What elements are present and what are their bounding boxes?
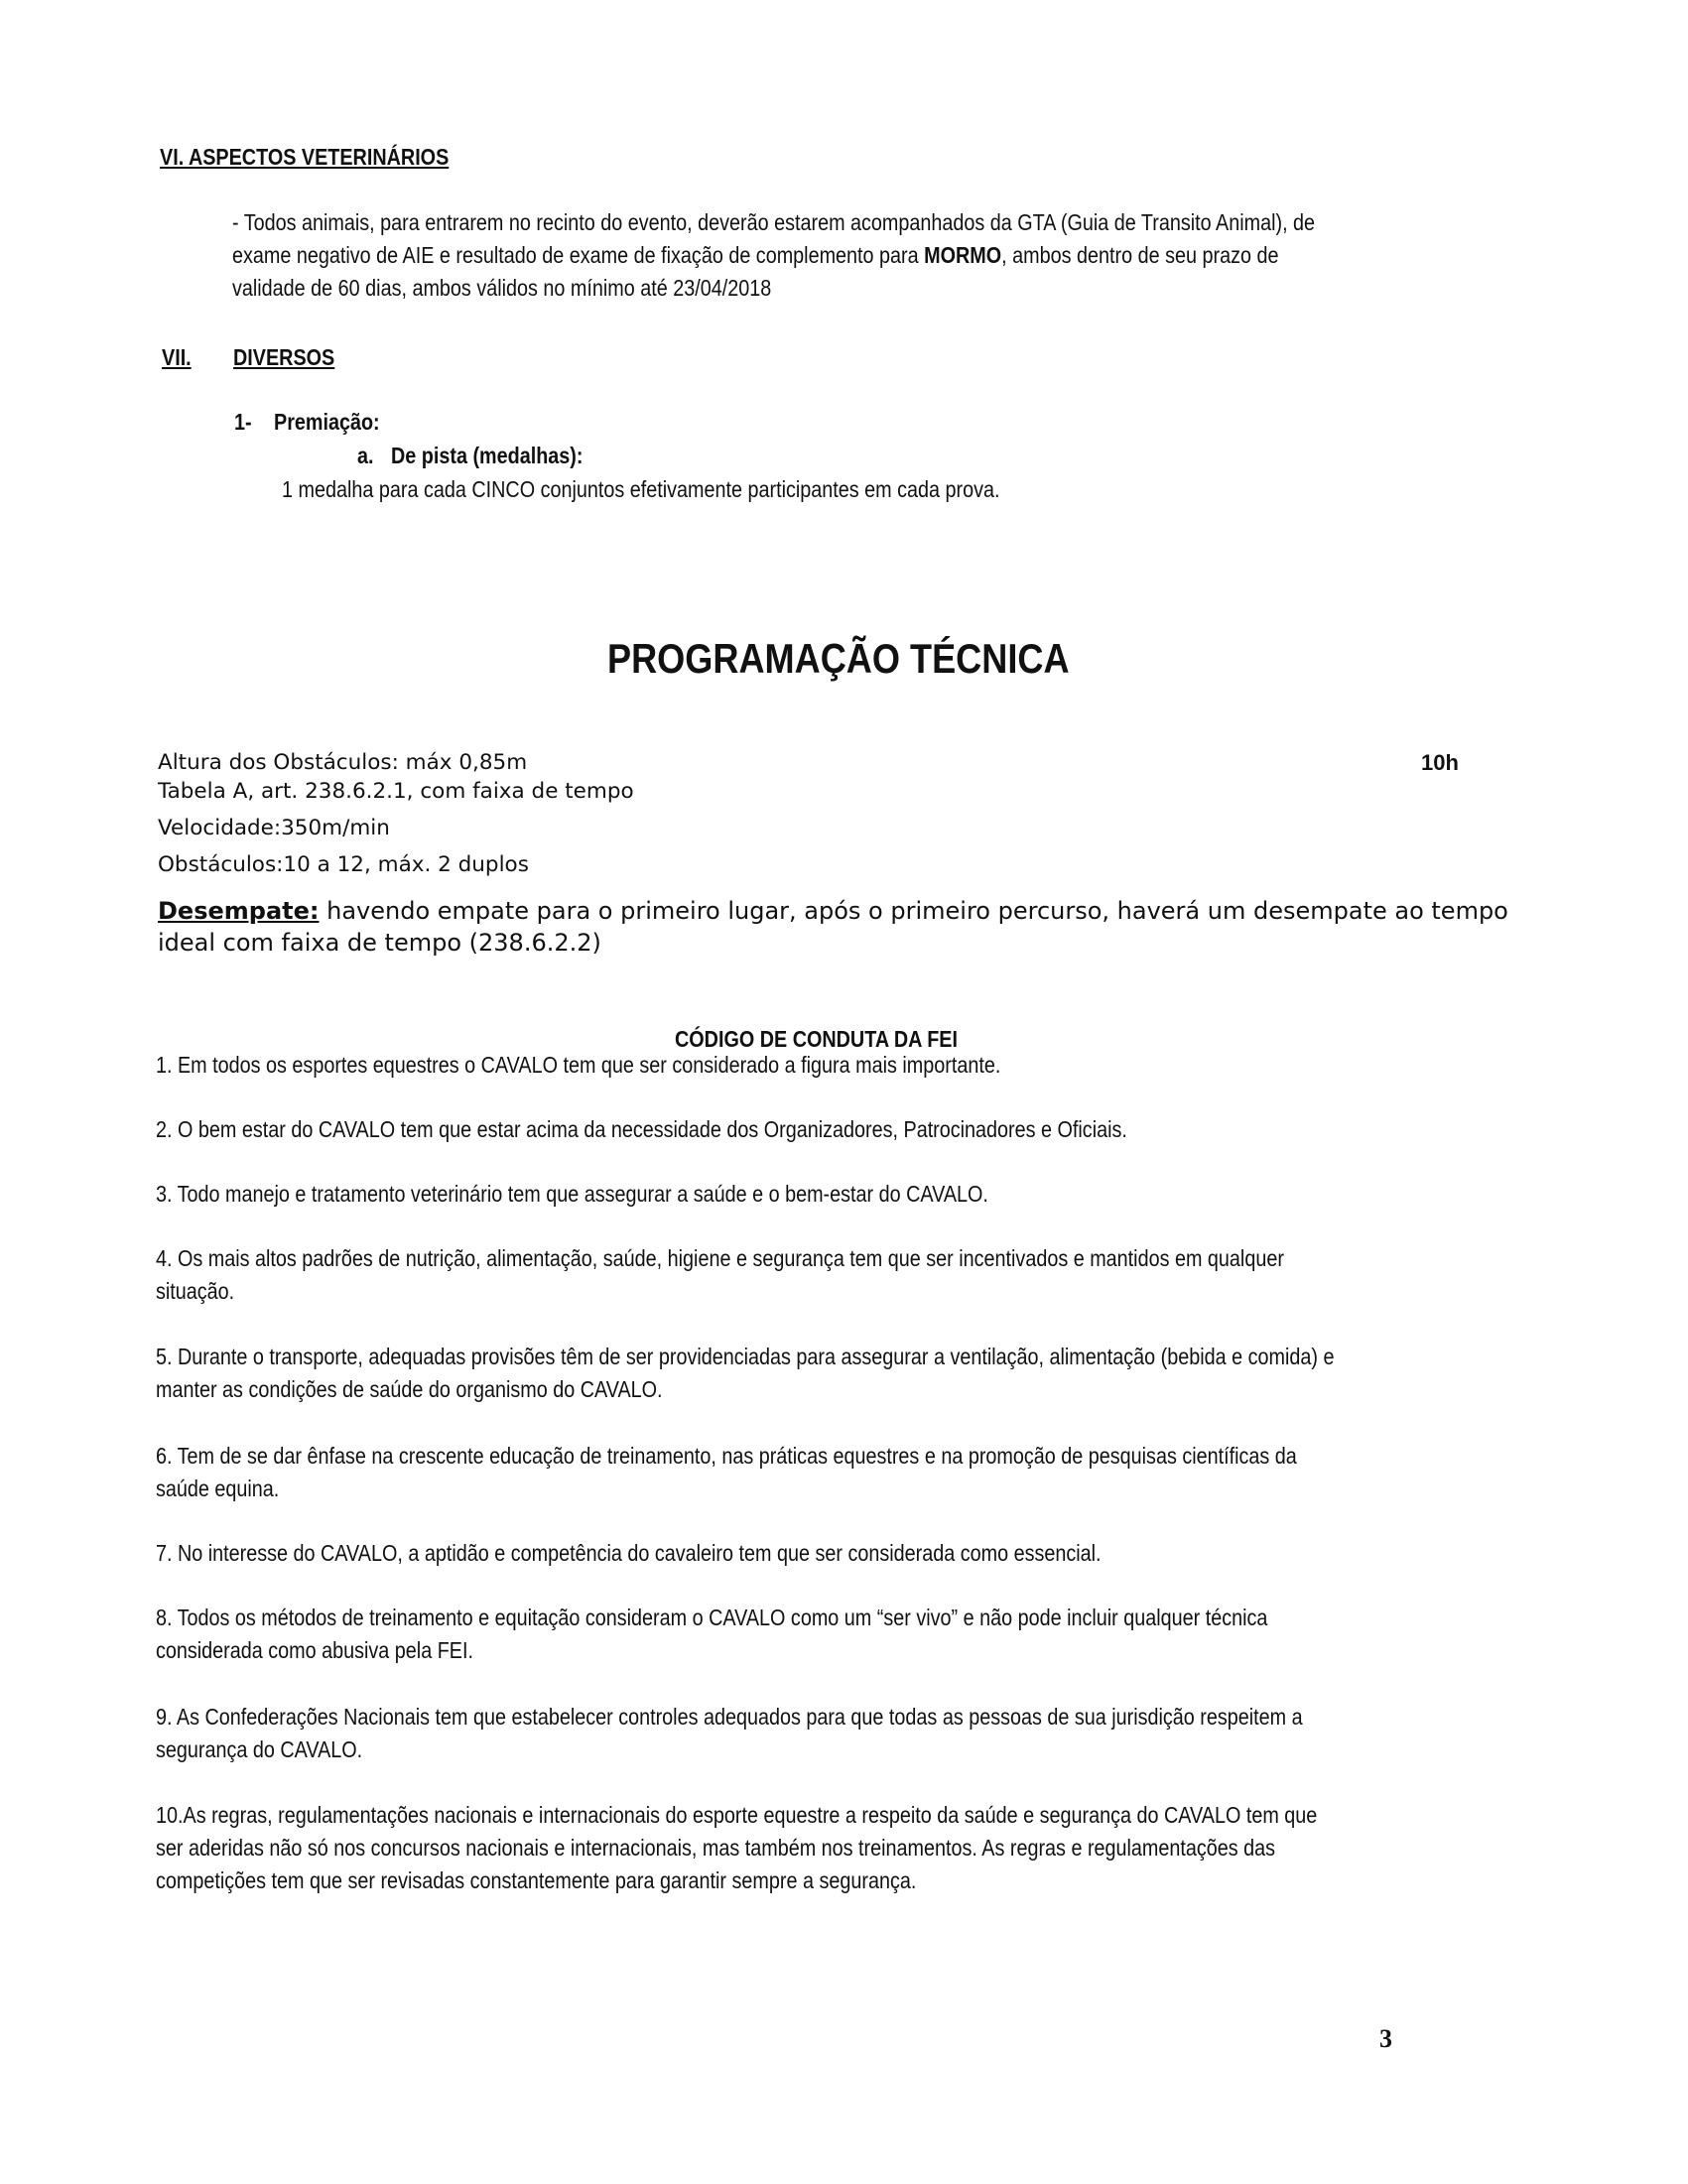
- section-vi-line2: [232, 239, 1278, 272]
- page-number: 3: [1379, 2024, 1392, 2053]
- codigo-item-8-line-1: 8. Todos os métodos de treinamento e equitação consideram o CAVALO como um “ser vivo” e não pode incluir qualquer técnica: [156, 1605, 1268, 1630]
- section-vii-number: VII.: [162, 344, 192, 370]
- codigo-item-6-line-2: saúde equina.: [156, 1476, 280, 1501]
- velocidade: Velocidade:350m/min: [158, 816, 390, 840]
- codigo-item-6-line-1: 6. Tem de se dar ênfase na crescente educação de treinamento, nas práticas equestres e na promoção de pesquisas científicas da: [156, 1443, 1297, 1469]
- codigo-item-4-line-1: 4. Os mais altos padrões de nutrição, alimentação, saúde, higiene e segurança tem que ser incentivados e mantidos em qualquer: [156, 1245, 1284, 1271]
- start-time: 10h: [1421, 750, 1459, 775]
- codigo-item-5-line-2: manter as condições de saúde do organismo do CAVALO.: [156, 1376, 663, 1402]
- codigo-item-1-line-1: 1. Em todos os esportes equestres o CAVALO tem que ser considerado a figura mais importante.: [156, 1052, 1001, 1078]
- codigo-item-9-line-2: segurança do CAVALO.: [156, 1736, 363, 1762]
- obstaculos: Obstáculos:10 a 12, máx. 2 duplos: [158, 852, 529, 877]
- codigo-item-3-line-1: 3. Todo manejo e tratamento veterinário tem que assegurar a saúde e o bem-estar do CAVALO.: [156, 1181, 988, 1207]
- section-vi-line1: - Todos animais, para entrarem no recinto do evento, deverão estarem acompanhados da GTA (Guia de Transito Animal), de: [232, 209, 1316, 235]
- codigo-item-5-line-1: 5. Durante o transporte, adequadas provisões têm de ser providenciadas para assegurar a ventilação, alimentação (bebida e comida) e: [156, 1344, 1335, 1369]
- sub-a-label: De pista (medalhas):: [391, 443, 584, 468]
- desempate-label: Desempate:: [158, 897, 320, 925]
- item1-label: Premiação:: [274, 409, 380, 435]
- mormo-bold: MORMO: [924, 242, 1002, 268]
- codigo-item-4-line-2: situação.: [156, 1278, 235, 1304]
- codigo-item-10-line-2: ser aderidas não só nos concursos nacionais e internacionais, mas também nos treinamentos. As regras e regulamentações das: [156, 1835, 1276, 1861]
- section-vii-heading: DIVERSOS: [233, 344, 335, 370]
- sub-a-text: 1 medalha para cada CINCO conjuntos efetivamente participantes em cada prova.: [282, 476, 1000, 502]
- desempate-line2: ideal com faixa de tempo (238.6.2.2): [158, 929, 601, 957]
- item1-number: 1-: [234, 409, 252, 435]
- codigo-item-10-line-1: 10.As regras, regulamentações nacionais e internacionais do esporte equestre a respeito da saúde e segurança do CAVALO tem que: [156, 1802, 1318, 1828]
- codigo-item-8-line-2: considerada como abusiva pela FEI.: [156, 1637, 473, 1663]
- section-vi-line3: validade de 60 dias, ambos válidos no mínimo até 23/04/2018: [232, 275, 772, 301]
- section-vi-heading: VI. ASPECTOS VETERINÁRIOS: [160, 144, 450, 170]
- desempate-line1: [158, 895, 1508, 928]
- codigo-item-9-line-1: 9. As Confederações Nacionais tem que estabelecer controles adequados para que todas as pessoas de sua jurisdição respeitem a: [156, 1704, 1303, 1730]
- section-vi-line2-text: exame negativo de AIE e resultado de exame de fixação de complemento para: [232, 242, 925, 268]
- section-vi-line2-tail: , ambos dentro de seu prazo de: [1001, 242, 1279, 268]
- codigo-item-10-line-3: competições tem que ser revisadas constantemente para garantir sempre a segurança.: [156, 1867, 917, 1893]
- tabela: Tabela A, art. 238.6.2.1, com faixa de tempo: [158, 779, 634, 804]
- codigo-item-2-line-1: 2. O bem estar do CAVALO tem que estar acima da necessidade dos Organizadores, Patrocinadores e Oficiais.: [156, 1116, 1127, 1142]
- desempate-text: havendo empate para o primeiro lugar, após o primeiro percurso, haverá um desempate ao tempo: [319, 897, 1508, 925]
- sub-a-number: a.: [357, 443, 374, 468]
- altura-obstaculos: Altura dos Obstáculos: máx 0,85m: [158, 750, 528, 775]
- codigo-item-7-line-1: 7. No interesse do CAVALO, a aptidão e competência do cavaleiro tem que ser considerada como essencial.: [156, 1540, 1102, 1566]
- codigo-title: CÓDIGO DE CONDUTA DA FEI: [675, 1026, 958, 1052]
- programacao-title: PROGRAMAÇÃO TÉCNICA: [607, 635, 1070, 682]
